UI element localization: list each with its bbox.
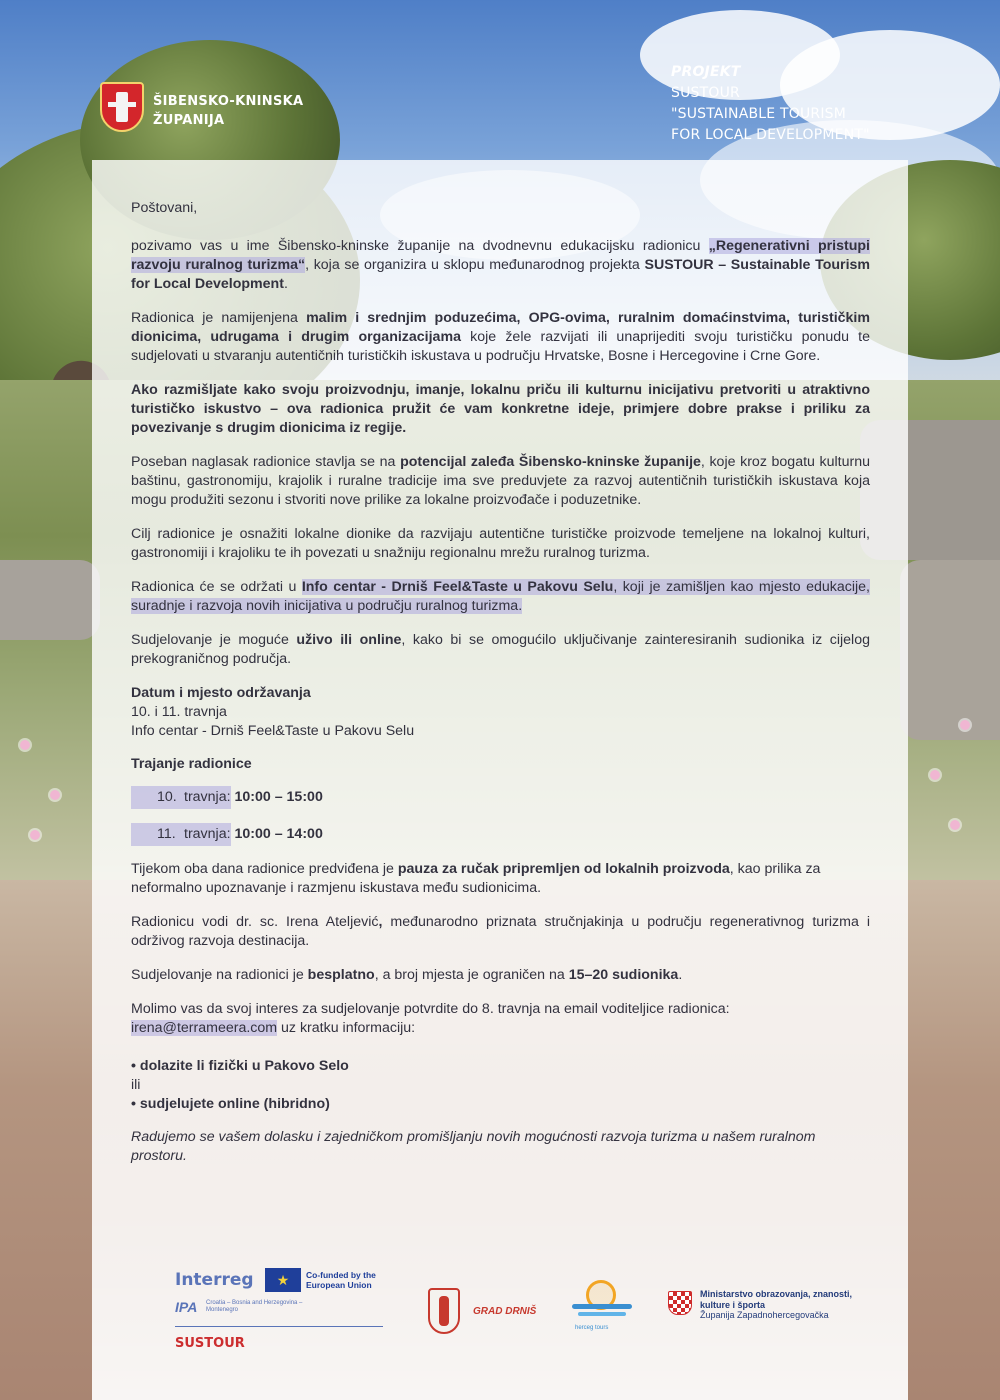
schedule-day-highlight	[131, 823, 231, 846]
herceg-tours-label: herceg tours	[575, 1325, 609, 1331]
crest-bar	[108, 102, 136, 107]
flower	[950, 820, 960, 830]
text: Radionica je namijenjena	[131, 310, 307, 326]
focus-highlight: potencijal zaleđa Šibensko-kninske županije	[400, 454, 701, 470]
flower	[20, 740, 30, 750]
ministry-checkerboard-crest-icon	[668, 1291, 692, 1315]
eu-star: ★	[276, 1271, 290, 1288]
date-value: 10. i 11. travnja	[131, 704, 227, 720]
text: Radionicu vodi dr. sc. Irena Ateljević	[131, 914, 379, 930]
paragraph-rsvp	[131, 1000, 870, 1038]
flower	[960, 720, 970, 730]
paragraph-free	[131, 966, 870, 985]
option-online: • sudjelujete online (hibridno)	[131, 1096, 330, 1112]
text: koje žele razvijati ili unaprijediti svoju turističku ponudu te sudjelovati u stvaranju autentičnih turističkih iskustava u području Hrvatske, Bosne i Hercegovine i Crne Gore.	[131, 329, 870, 364]
wave-icon	[572, 1304, 632, 1309]
crest-tower	[116, 92, 128, 122]
sustour-logo-text: SUSTOUR	[175, 1336, 245, 1351]
duration-heading-text: Trajanje radionice	[131, 756, 252, 772]
lunch-highlight: pauza za ručak pripremljen od lokalnih proizvoda	[397, 861, 730, 877]
county-name	[153, 92, 303, 130]
county-name-line1: ŠIBENSKO-KNINSKA	[153, 94, 304, 109]
schedule-month: travnja:	[184, 826, 231, 842]
participant-count: 15–20 sudionika	[568, 967, 679, 983]
ministry-county: Županija Zapadnohercegovačka	[700, 1310, 829, 1320]
flower	[50, 790, 60, 800]
stone-wall	[900, 560, 1000, 740]
project-title-line2: FOR LOCAL DEVELOPMENT"	[671, 127, 870, 143]
paragraph-lecturer	[131, 913, 870, 951]
callout-text: Ako razmišljate kako svoju proizvodnju, imanje, lokalnu priču ili kulturnu inicijativu pretvoriti u atraktivno turističko iskustvo – ova radionica pružit će vam konkretne ideje, primjere dobre prakse i priliku za povezivanje s drugim dionicima iz regije.	[131, 382, 870, 436]
wave-icon	[578, 1312, 626, 1316]
schedule-time: 10:00 – 15:00	[234, 789, 323, 805]
option-separator: ili	[131, 1077, 141, 1093]
ministry-name: Ministarstvo obrazovanja, znanosti, kulture i športa	[700, 1289, 853, 1310]
contact-email-link[interactable]: irena@terrameera.com	[131, 1020, 278, 1036]
interreg-logo: Interreg	[175, 1270, 254, 1290]
schedule-row	[131, 786, 870, 809]
workshop-title: „Regenerativni pristupi razvoju ruralnog turizma“	[131, 238, 870, 273]
place-value: Info centar - Drniš Feel&Taste u Pakovu Selu	[131, 723, 415, 739]
county-name-line2: ŽUPANIJA	[153, 113, 225, 128]
duration-heading	[131, 755, 870, 774]
eu-flag-icon	[265, 1268, 301, 1292]
text: Tijekom oba dana radionice predviđena je	[131, 861, 398, 877]
paragraph-audience	[131, 309, 870, 366]
project-name-inline: SUSTOUR – Sustainable Tourism for Local Development	[131, 257, 871, 292]
project-title-block	[671, 62, 870, 146]
flower	[30, 830, 40, 840]
venue-name: Info centar - Drniš Feel&Taste u Pakovu Selu	[301, 579, 614, 595]
paragraph-intro	[131, 237, 870, 294]
audience-list: malim i srednjim poduzećima, OPG-ovima, ruralnim domaćinstvima, turističkim dionicima, udrugama i drugim organizacijama	[131, 310, 870, 345]
text: Sudjelovanje je moguće	[131, 632, 297, 648]
schedule-day-number: 10.	[157, 789, 177, 805]
text: , kao prilika za neformalno upoznavanje i razmjenu iskustava među sudionicima.	[131, 861, 821, 896]
project-label: PROJEKT	[671, 64, 741, 80]
drnis-coat-of-arms-icon	[428, 1288, 460, 1334]
schedule-time: 10:00 – 14:00	[234, 826, 323, 842]
rsvp-options	[131, 1057, 870, 1114]
date-heading: Datum i mjesto održavanja	[131, 685, 311, 701]
grad-drnis-label: GRAD DRNIŠ	[473, 1306, 537, 1317]
ipa-logo: IPA	[175, 1299, 198, 1315]
text: .	[283, 276, 288, 292]
schedule-row	[131, 823, 870, 846]
ministry-logo-text	[700, 1289, 860, 1321]
text: međunarodno priznata stručnjakinja u području regenerativnog turizma i održivog razvoja destinacija.	[131, 914, 870, 949]
paragraph-lunch	[131, 860, 870, 898]
text: pozivamo vas u ime Šibensko-kninske županije na dvodnevnu edukacijsku radionicu	[131, 238, 709, 254]
text: uz kratku informaciju:	[277, 1020, 416, 1036]
stone-wall	[0, 560, 100, 640]
paragraph-focus	[131, 453, 870, 510]
text: ,	[378, 914, 383, 930]
text: Radionica će se održati u	[131, 579, 302, 595]
schedule-day-highlight	[131, 786, 231, 809]
logo-divider	[175, 1326, 383, 1327]
county-coat-of-arms	[100, 82, 144, 132]
venue-description: , koji je zamišljen kao mjesto edukacije, suradnje i razvoja novih inicijativa u području ruralnog turizma.	[131, 579, 870, 614]
project-title-line1: "SUSTAINABLE TOURISM	[671, 106, 847, 122]
text: , koja se organizira u sklopu međunarodnog projekta	[305, 257, 645, 273]
text: .	[678, 967, 683, 983]
crest-figure	[439, 1296, 449, 1326]
paragraph-callout	[131, 381, 870, 438]
letter-body	[131, 199, 870, 1181]
flower	[930, 770, 940, 780]
herceg-tours-logo	[568, 1278, 636, 1330]
closing-line: Radujemo se vašem dolasku i zajedničkom promišljanju novih mogućnosti razvoja turizma u našem ruralnom prostoru.	[131, 1129, 816, 1164]
paragraph-venue	[131, 578, 870, 616]
eu-cofunded-text: Co-funded by the European Union	[306, 1270, 376, 1290]
schedule-list	[131, 786, 870, 846]
text: , a broj mjesta je ograničen na	[374, 967, 569, 983]
text: Poseban naglasak radionice stavlja se na	[131, 454, 401, 470]
text: Molimo vas da svoj interes za sudjelovanje potvrdite do 8. travnja na email voditeljice radionica:	[131, 1001, 730, 1017]
schedule-day-number: 11.	[157, 826, 176, 842]
schedule-month: travnja:	[184, 789, 231, 805]
text: , kako bi se omogućilo uključivanje zainteresiranih sudionika iz cijelog prekograničnog područja.	[131, 632, 870, 667]
greeting: Poštovani,	[131, 200, 198, 216]
participation-mode: uživo ili online	[296, 632, 402, 648]
option-in-person: • dolazite li fizički u Pakovo Selo	[131, 1058, 349, 1074]
free-label: besplatno	[307, 967, 375, 983]
paragraph-goal: Cilj radionice je osnažiti lokalne dionike da razvijaju autentične turističke proizvode temeljene na lokalnoj kulturi, gastronomiji i krajoliku te ih povezati u snažniju regionalnu mrežu ruralnog turizma.	[131, 526, 870, 561]
paragraph-participation	[131, 631, 870, 669]
project-name: SUSTOUR	[671, 85, 740, 101]
ipa-region-text: Croatia – Bosnia and Herzegovina – Montenegro	[206, 1300, 303, 1313]
text: Sudjelovanje na radionici je	[131, 967, 308, 983]
text: , koje kroz bogatu kulturnu baštinu, gastronomiju, krajolik i ruralne tradicije ima sve preduvjete za razvoj autentičnih turističkih iskustava koja mogu produžiti sezonu i stvoriti nove prilike za lokalne proizvođače i poduzetnike.	[131, 454, 871, 508]
date-place-block	[131, 684, 870, 741]
